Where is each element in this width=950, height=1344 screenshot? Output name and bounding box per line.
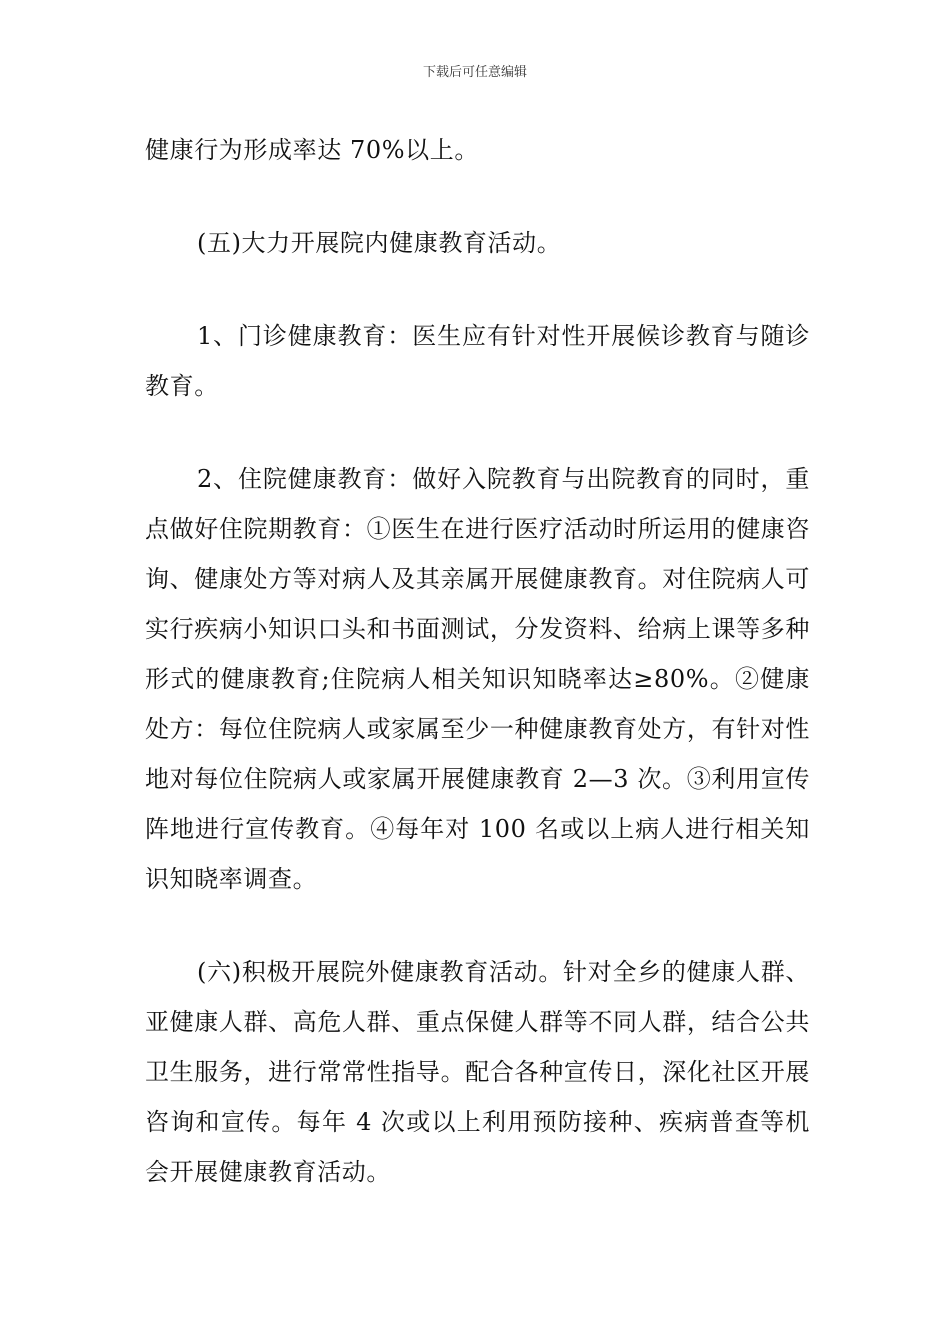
section-heading-6-paragraph: (六)积极开展院外健康教育活动。针对全乡的健康人群、亚健康人群、高危人群、重点保健人群等不同人群，结合公共卫生服务，进行常常性指导。配合各种宣传日，深化社区开展咨询和宣传。每年 4 次或以上利用预防接种、疾病普查等机会开展健康教育活动。 (145, 958, 810, 1186)
page-header: 下载后可任意编辑 (422, 65, 527, 80)
section-heading-5: (五)大力开展院内健康教育活动。 (197, 229, 562, 257)
document-body (145, 125, 810, 1197)
paragraph-continuation: 健康行为形成率达 70%以上。 (145, 136, 479, 164)
paragraph-outpatient-education: 1、门诊健康教育：医生应有针对性开展候诊教育与随诊教育。 (145, 322, 810, 400)
paragraph-inpatient-education: 2、住院健康教育：做好入院教育与出院教育的同时，重点做好住院期教育：①医生在进行医疗活动时所运用的健康咨询、健康处方等对病人及其亲属开展健康教育。对住院病人可实行疾病小知识口头和书面测试，分发资料、给病上课等多种形式的健康教育;住院病人相关知识知晓率达≥80%。②健康处方：每位住院病人或家属至少一种健康教育处方，有针对性地对每位住院病人或家属开展健康教育 2—3 次。③利用宣传阵地进行宣传教育。④每年对 100 名或以上病人进行相关知识知晓率调查。 (145, 465, 810, 893)
